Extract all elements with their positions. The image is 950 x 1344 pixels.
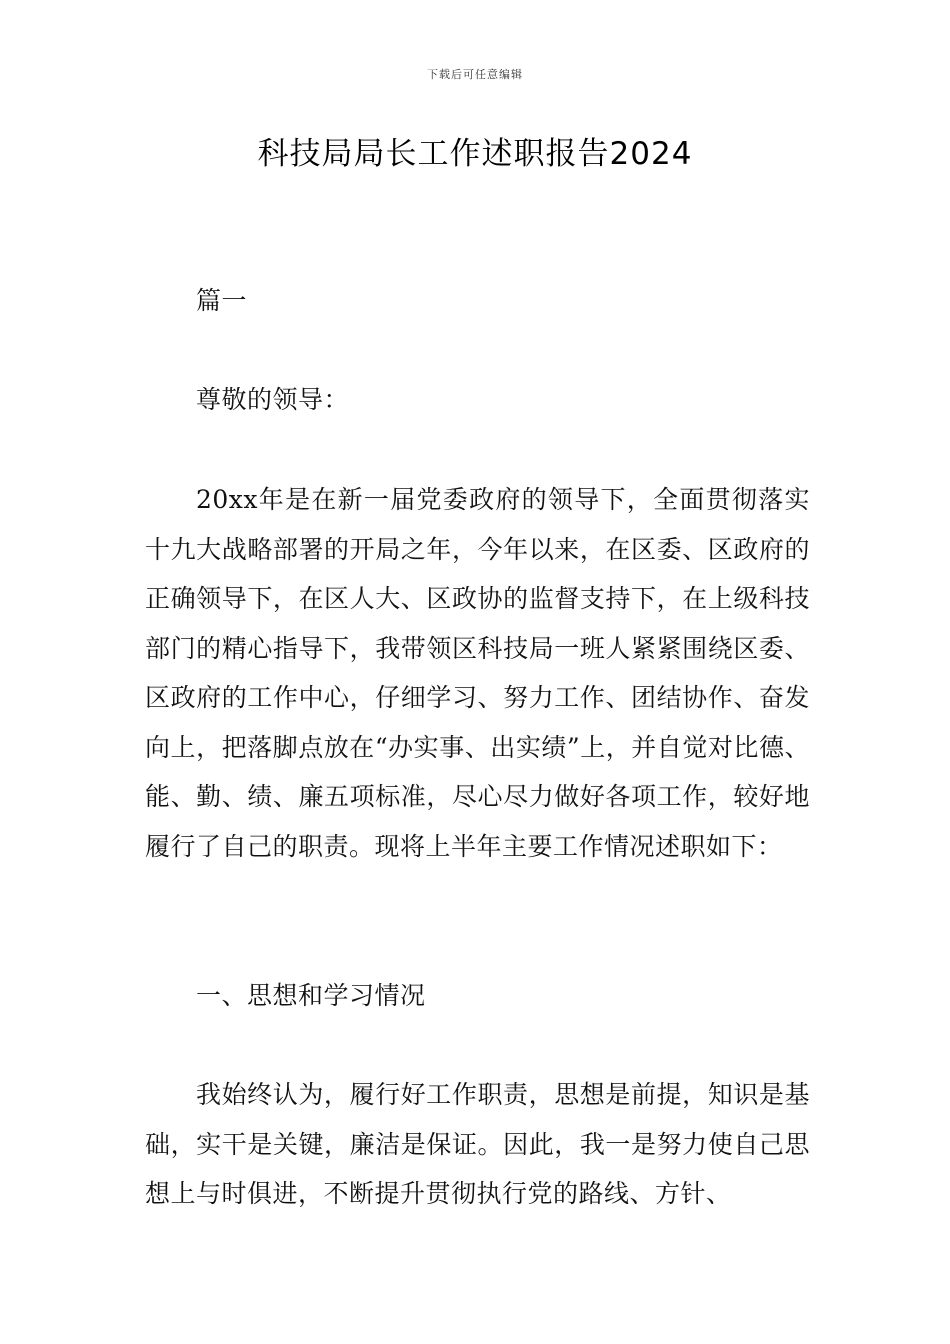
section-heading-one: 一、思想和学习情况: [196, 981, 426, 1010]
header-note: 下载后可任意编辑: [427, 68, 523, 81]
section-label: 篇一: [196, 286, 248, 315]
document-title: 科技局局长工作述职报告2024: [257, 136, 693, 172]
salutation: 尊敬的领导：: [196, 385, 350, 414]
thinking-paragraph: 我始终认为，履行好工作职责，思想是前提，知识是基础，实干是关键，廉洁是保证。因此，我一是努力使自己思想上与时俱进，不断提升贯彻执行党的路线、方针、: [145, 1080, 810, 1208]
intro-paragraph: 20xx年是在新一届党委政府的领导下，全面贯彻落实十九大战略部署的开局之年，今年以来，在区委、区政府的正确领导下，在区人大、区政协的监督支持下，在上级科技部门的精心指导下，我带领区科技局一班人紧紧围绕区委、区政府的工作中心，仔细学习、努力工作、团结协作、奋发向上，把落脚点放在“办实事、出实绩”上，并自觉对比德、能、勤、绩、廉五项标准，尽心尽力做好各项工作，较好地履行了自己的职责。现将上半年主要工作情况述职如下：: [145, 485, 810, 861]
